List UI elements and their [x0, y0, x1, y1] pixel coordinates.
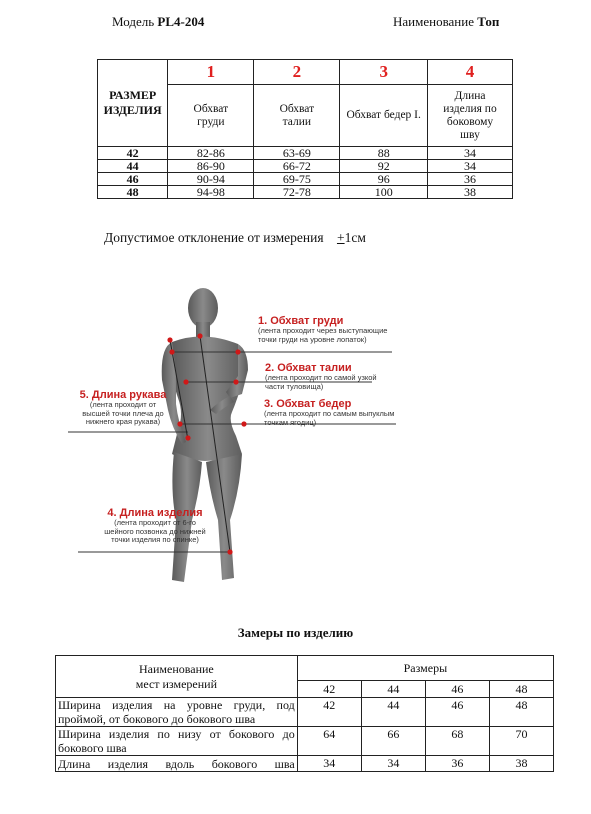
model-value: PL4-204 — [157, 14, 205, 29]
label-hips-desc-1: (лента проходит по самым выпуклым — [264, 409, 395, 418]
label-length — [100, 507, 210, 545]
label-sleeve-title: 5. Длина рукава — [79, 389, 167, 401]
model-header — [112, 14, 204, 30]
column-header-waist — [254, 85, 340, 147]
column-header-waist-label: Обхват талии — [279, 102, 315, 128]
table-cell: 96 — [340, 173, 428, 186]
table-row — [56, 756, 554, 772]
product-measurements-table — [55, 655, 554, 772]
table-cell: 36 — [425, 756, 489, 772]
table-cell: 36 — [428, 173, 513, 186]
size-cell: 42 — [98, 147, 168, 160]
column-header-hips — [340, 85, 428, 147]
product-name-value: Топ — [477, 14, 500, 29]
column-header-hips-label: Обхват бедер I. — [346, 109, 421, 121]
measurement-name-line-1: Ширина изделия на уровне груди, под — [58, 698, 295, 712]
table-cell: 34 — [361, 756, 425, 772]
table-cell: 66 — [361, 727, 425, 756]
table-cell: 90-94 — [168, 173, 254, 186]
measurement-name — [56, 698, 298, 727]
label-waist-title: 2. Обхват талии — [265, 362, 352, 374]
size-header-cell: 48 — [489, 681, 553, 698]
table-row — [98, 173, 513, 186]
label-chest-title: 1. Обхват груди — [258, 315, 344, 327]
product-name-label: Наименование — [393, 14, 474, 29]
label-sleeve-desc-1: (лента проходит от — [89, 400, 157, 409]
table-cell: 64 — [297, 727, 361, 756]
label-hips-desc-2: точкам ягодиц) — [264, 417, 317, 427]
table-cell: 68 — [425, 727, 489, 756]
size-header-cell: 42 — [297, 681, 361, 698]
table-cell: 34 — [297, 756, 361, 772]
name-header-cell — [56, 656, 298, 698]
column-header-chest — [168, 85, 254, 147]
name-header-line-2: мест измерений — [135, 676, 218, 691]
size-corner-label: РАЗМЕР ИЗДЕЛИЯ — [103, 88, 162, 117]
measurement-name-line-2: бокового шва — [58, 741, 127, 755]
table-cell: 92 — [340, 160, 428, 173]
table-cell: 48 — [489, 698, 553, 727]
name-header-line-1: Наименование — [138, 661, 214, 676]
table-row — [56, 727, 554, 756]
column-header-chest-label: Обхват груди — [193, 102, 229, 128]
table-cell: 94-98 — [168, 186, 254, 199]
column-number-2: 2 — [254, 60, 340, 85]
measurement-name-line-2: проймой, от бокового до бокового шва — [58, 712, 256, 726]
table-cell: 38 — [489, 756, 553, 772]
column-header-length-label: Длина изделия по боковому шву — [443, 89, 497, 141]
label-length-desc-1: (лента проходит от 6-го — [114, 518, 196, 527]
table-cell: 88 — [340, 147, 428, 160]
table-cell: 70 — [489, 727, 553, 756]
label-length-title: 4. Длина изделия — [107, 507, 203, 519]
table-cell: 66-72 — [254, 160, 340, 173]
label-hips-title: 3. Обхват бедер — [264, 398, 352, 410]
measurement-name — [56, 756, 298, 772]
label-chest-desc-2: точки груди на уровне лопаток) — [258, 334, 367, 344]
size-cell: 44 — [98, 160, 168, 173]
tolerance-text: Допустимое отклонение от измерения — [104, 230, 324, 245]
column-header-length — [428, 85, 513, 147]
size-chart-table — [97, 59, 513, 199]
label-length-desc-2: шейного позвонка до нижней — [104, 526, 206, 536]
label-sleeve-desc-3: нижнего края рукава) — [85, 417, 161, 426]
tolerance-plus-minus: + — [336, 230, 345, 245]
table-cell: 44 — [361, 698, 425, 727]
label-sleeve-desc-2: высшей точки плеча до — [82, 408, 164, 418]
table-cell: 63-69 — [254, 147, 340, 160]
table-cell: 38 — [428, 186, 513, 199]
label-length-desc-3: точки изделия по спинке) — [111, 535, 199, 544]
table-row — [56, 698, 554, 727]
label-waist-desc-1: (лента проходит по самой узкой — [265, 373, 377, 382]
measurement-name — [56, 727, 298, 756]
table-cell: 46 — [425, 698, 489, 727]
size-header-cell: 46 — [425, 681, 489, 698]
label-waist — [265, 362, 377, 391]
measurement-name-line-1: Длина изделия вдоль бокового шва — [58, 756, 295, 771]
table-row — [98, 186, 513, 199]
label-chest-desc-1: (лента проходит через выступающие — [258, 326, 388, 335]
table-cell: 42 — [297, 698, 361, 727]
model-label: Модель — [112, 14, 155, 29]
label-hips — [264, 398, 394, 427]
column-number-1: 1 — [168, 60, 254, 85]
table-cell: 86-90 — [168, 160, 254, 173]
table-row — [98, 160, 513, 173]
measurements-title: Замеры по изделию — [237, 625, 354, 640]
table-cell: 34 — [428, 160, 513, 173]
table-cell: 100 — [340, 186, 428, 199]
size-header-cell: 44 — [361, 681, 425, 698]
table-cell: 82-86 — [168, 147, 254, 160]
column-number-4: 4 — [428, 60, 513, 85]
measurement-name-line-1: Ширина изделия по низу от бокового до — [58, 727, 295, 741]
table-row — [98, 147, 513, 160]
table-cell: 72-78 — [254, 186, 340, 199]
label-sleeve — [74, 389, 172, 427]
tolerance-value: 1см — [344, 230, 366, 245]
table-cell: 69-75 — [254, 173, 340, 186]
sizes-header: Размеры — [297, 656, 553, 681]
label-chest — [258, 315, 387, 344]
column-number-3: 3 — [340, 60, 428, 85]
product-name-header — [393, 14, 499, 30]
size-cell: 46 — [98, 173, 168, 186]
size-corner-cell — [98, 60, 168, 147]
table-cell: 34 — [428, 147, 513, 160]
tolerance-note — [104, 230, 366, 246]
size-cell: 48 — [98, 186, 168, 199]
label-waist-desc-2: части туловища) — [265, 381, 324, 391]
